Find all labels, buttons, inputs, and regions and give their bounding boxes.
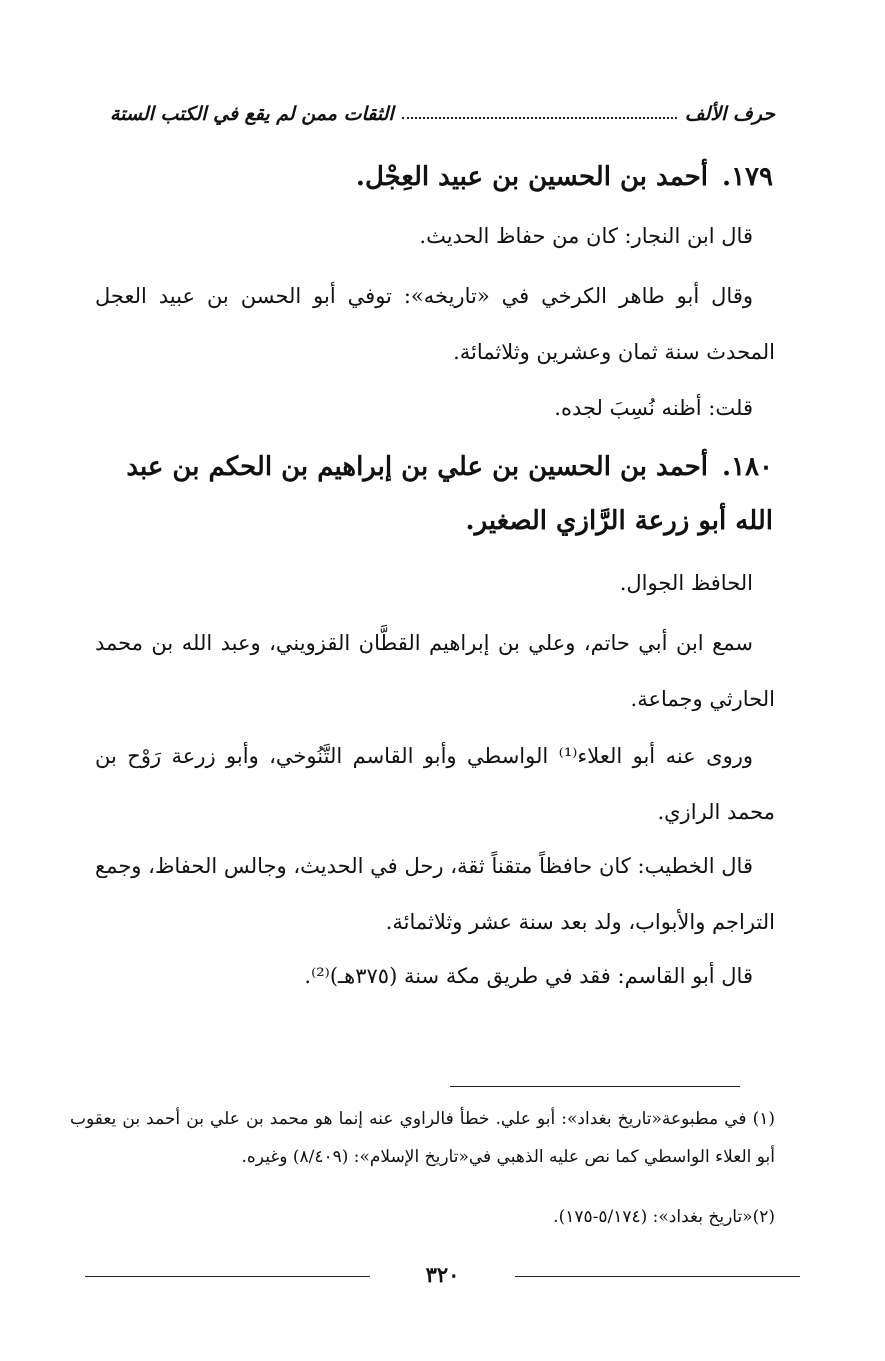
header-dots bbox=[402, 117, 677, 119]
paragraph: قلت: أظنه نُسِبَ لجده. bbox=[554, 396, 753, 420]
running-header bbox=[110, 96, 775, 132]
footnote-2: (٢)«تاريخ بغداد»: (٥/١٧٤-١٧٥). bbox=[553, 1207, 775, 1227]
footer-rule-left bbox=[85, 1276, 370, 1277]
paragraph: وروى عنه أبو العلاء⁽¹⁾ الواسطي وأبو القاسم التَّنُوخي، وأبو زرعة رَوْح بن محمد الرازي. bbox=[95, 744, 775, 824]
paragraph: الحافظ الجوال. bbox=[619, 571, 753, 595]
page-footer bbox=[85, 1262, 800, 1292]
entry-title-180 bbox=[90, 440, 773, 548]
page-number: ٣٢٠ bbox=[425, 1262, 460, 1287]
paragraph: قال أبو القاسم: فقد في طريق مكة سنة (٣٧٥هـ)⁽²⁾. bbox=[304, 964, 753, 988]
paragraph: قال الخطيب: كان حافظاً متقناً ثقة، رحل في الحديث، وجالس الحفاظ، وجمع التراجم والأبواب، ولد بعد سنة عشر وثلاثمائة. bbox=[95, 854, 775, 934]
entry-name: أحمد بن الحسين بن عبيد العِجْل. bbox=[355, 162, 709, 192]
entry-number: ١٨٠. bbox=[722, 452, 773, 482]
header-chapter: حرف الألف bbox=[684, 103, 775, 125]
paragraph: قال ابن النجار: كان من حفاظ الحديث. bbox=[419, 224, 753, 248]
footnote-separator bbox=[450, 1086, 740, 1087]
footnote-1: (١) في مطبوعة«تاريخ بغداد»: أبو علي. خطأ فالراوي عنه إنما هو محمد بن علي بن أحمد بن يعقوب أبو العلاء الواسطي كما نص عليه الذهبي في«تاريخ الإسلام»: (٨/٤٠٩) وغيره. bbox=[70, 1109, 775, 1167]
paragraph: وقال أبو طاهر الكرخي في «تاريخه»: توفي أبو الحسن بن عبيد العجل المحدث سنة ثمان وعشرين وثلاثمائة. bbox=[95, 284, 775, 364]
entry-title-179 bbox=[90, 150, 773, 204]
header-book-title: الثقات ممن لم يقع في الكتب الستة bbox=[110, 103, 394, 125]
entry-name: أحمد بن الحسين بن علي بن إبراهيم بن الحكم بن عبد الله أبو زرعة الرَّازي الصغير. bbox=[126, 452, 773, 536]
paragraph: سمع ابن أبي حاتم، وعلي بن إبراهيم القطَّان القزويني، وعبد الله بن محمد الحارثي وجماعة. bbox=[95, 631, 775, 711]
entry-number: ١٧٩. bbox=[722, 162, 773, 192]
footer-rule-right bbox=[515, 1276, 800, 1277]
